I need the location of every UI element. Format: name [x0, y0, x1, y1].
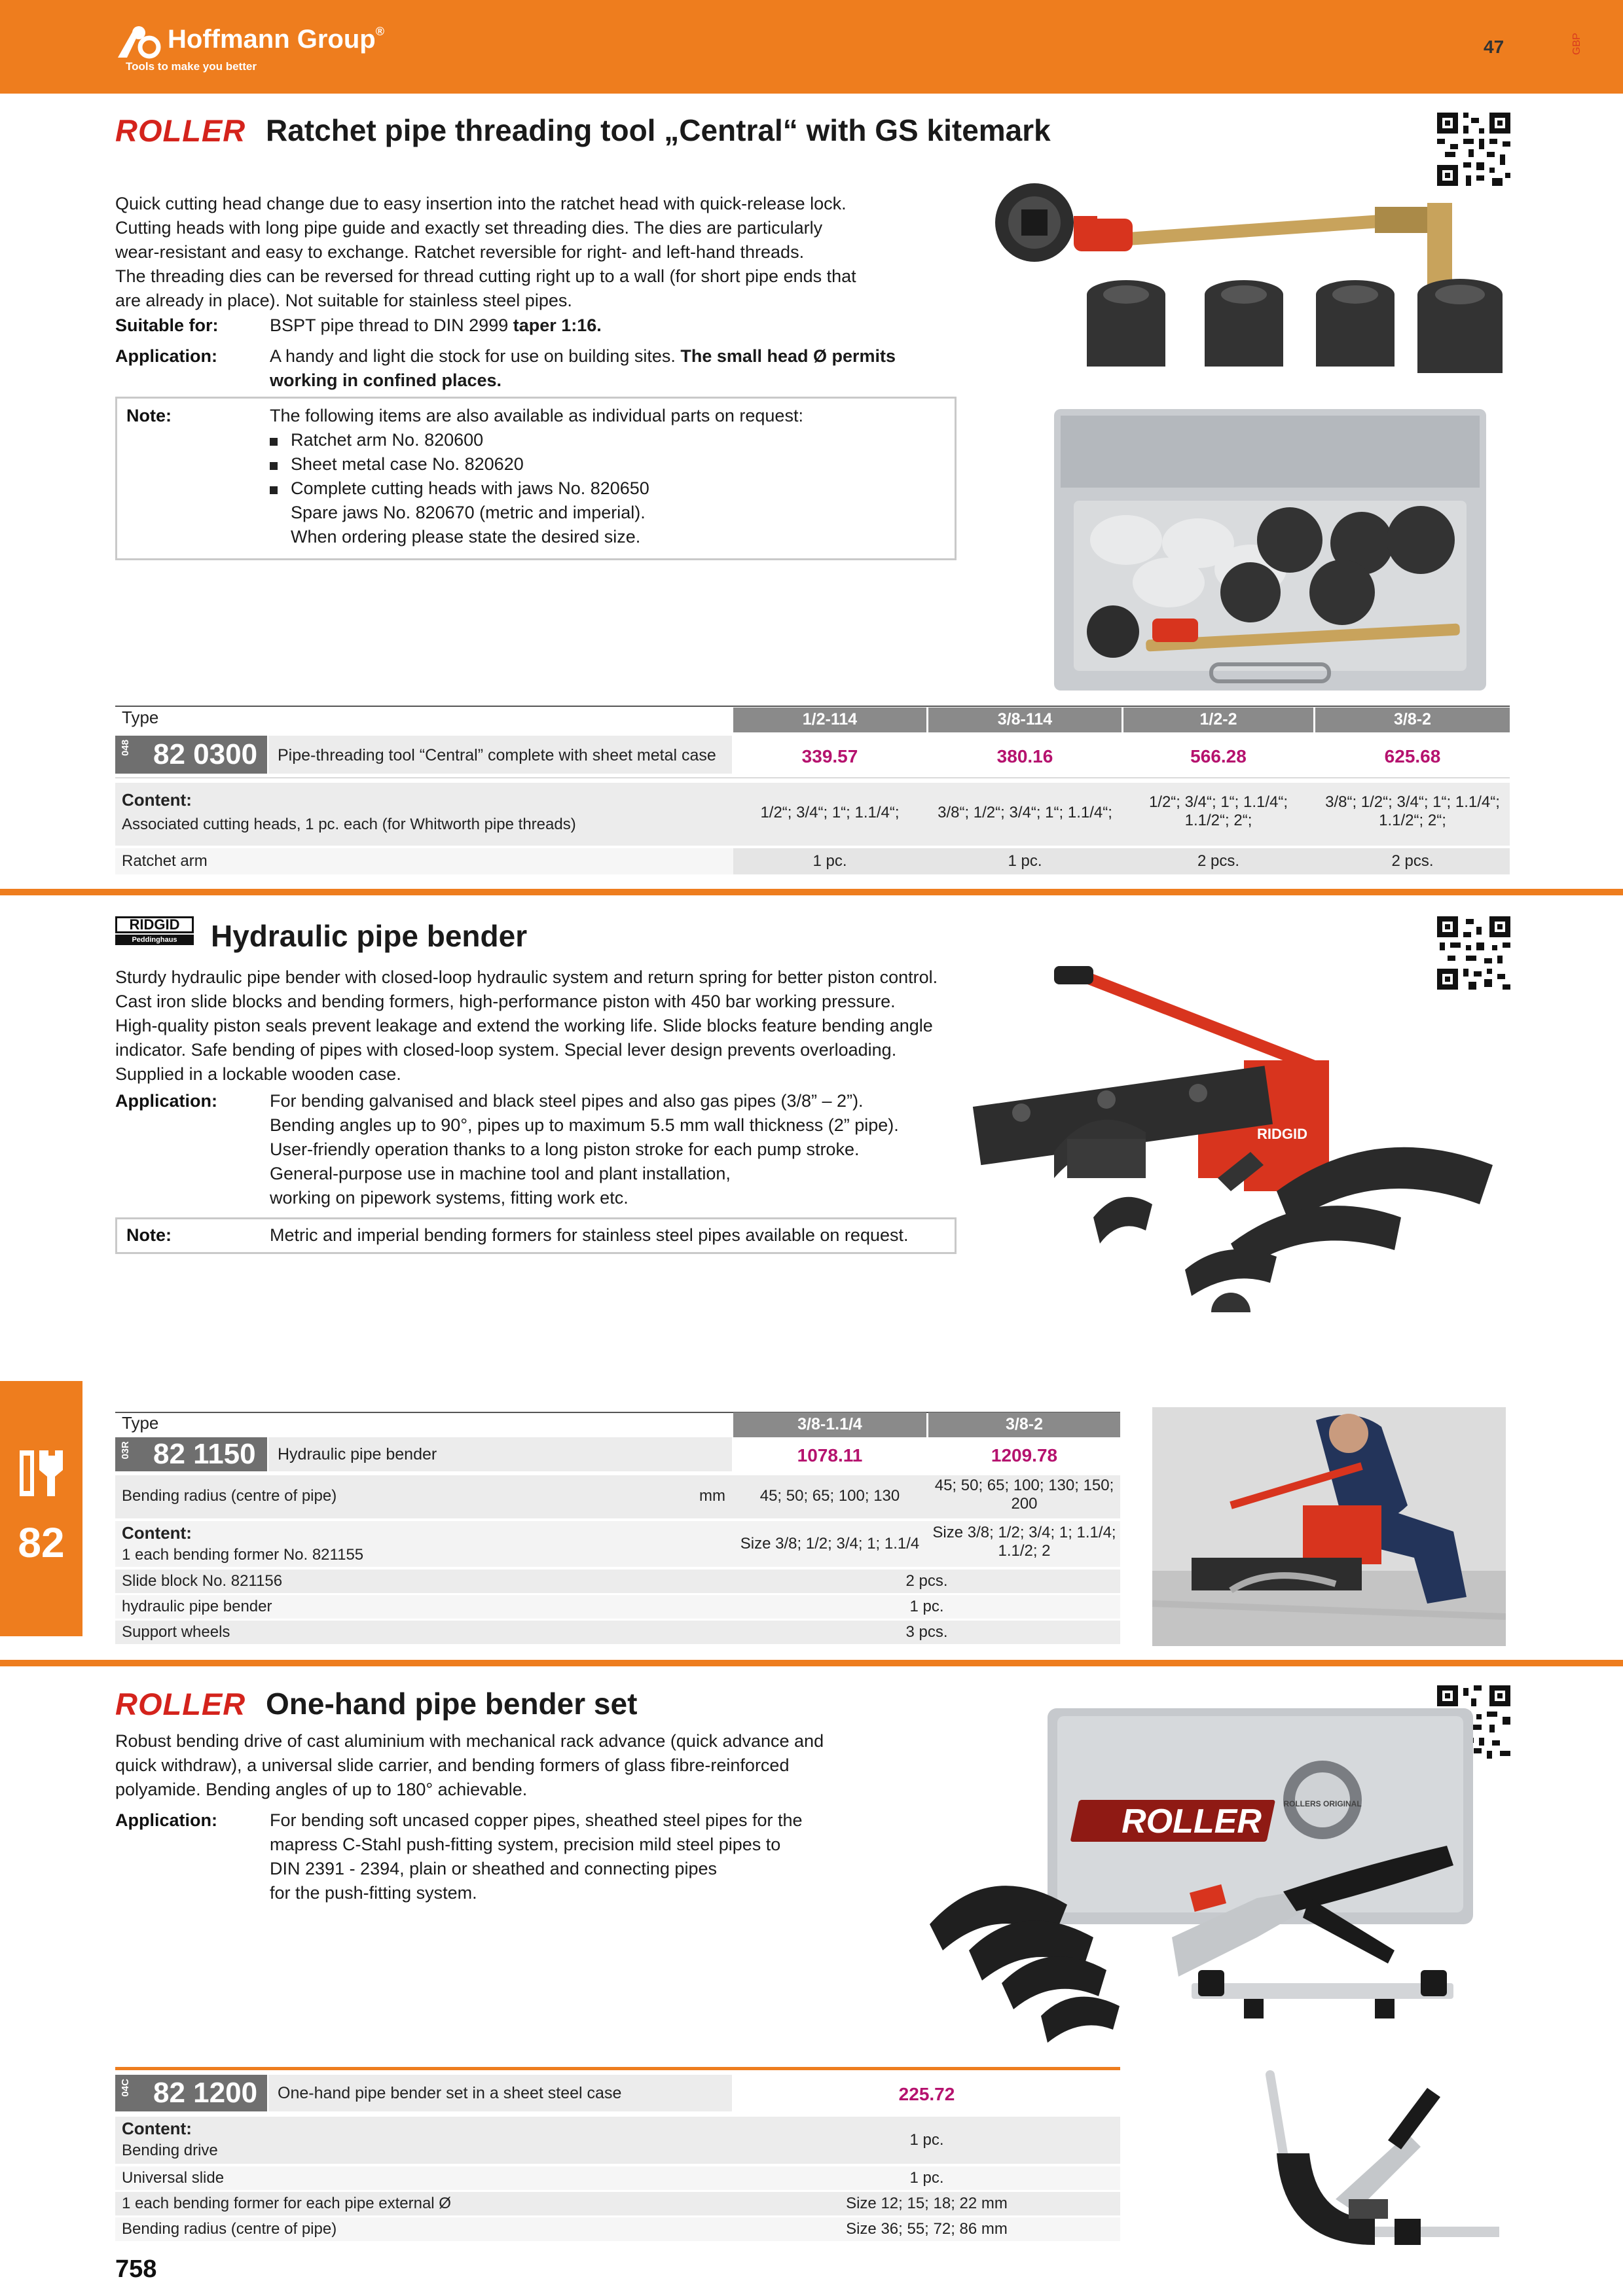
radius-value: 45; 50; 65; 100; 130; 150; 200 — [934, 1477, 1114, 1513]
application-line: for the push-fitting system. — [270, 1883, 477, 1903]
note-item: Ratchet arm No. 820600 — [270, 428, 944, 452]
section2-title: Hydraulic pipe bender — [211, 919, 528, 953]
application-line: User-friendly operation thanks to a long piston stroke for each pump stroke. — [270, 1139, 860, 1159]
desc-line: The threading dies can be reversed for thread cutting right up to a wall (for short pipe ends that — [115, 266, 856, 286]
catalog-page-number: 47 — [1484, 37, 1504, 57]
article-description: One-hand pipe bender set in a sheet steel case — [278, 2084, 622, 2102]
ratchet-value: 2 pcs. — [1197, 852, 1240, 870]
desc-line: Supplied in a lockable wooden case. — [115, 1064, 401, 1084]
note-extra: Spare jaws No. 820670 (metric and imperial). — [291, 503, 646, 522]
row-label: Slide block No. 821156 — [122, 1572, 283, 1590]
type-header: 3/8-2 — [928, 1412, 1120, 1437]
type-header: 3/8-1.1/4 — [733, 1412, 926, 1437]
note-item: Complete cutting heads with jaws No. 820650 — [270, 476, 944, 501]
sheet-metal-case-image — [1054, 409, 1486, 691]
application-label: Application: — [115, 346, 217, 366]
price: 339.57 — [801, 746, 858, 766]
price: 1078.11 — [797, 1445, 863, 1465]
ratchet-value: 1 pc. — [812, 852, 847, 870]
ridgid-logo: RIDGID Peddinghaus — [115, 916, 194, 945]
radius-label: Bending radius (centre of pipe) — [122, 1487, 337, 1505]
row-value: 1 pc. — [909, 1598, 944, 1615]
svg-text:RIDGID: RIDGID — [1257, 1126, 1307, 1142]
note-content — [270, 404, 944, 549]
desc-line: quick withdraw), a universal slide carrier, and bending formers of glass fibre-reinforced — [115, 1755, 790, 1775]
ratchet-value: 1 pc. — [1008, 852, 1042, 870]
type-label: Type — [122, 708, 159, 727]
chapter-side-tab — [0, 1381, 82, 1636]
desc-line: Quick cutting head change due to easy insertion into the ratchet head with quick-release lock. — [115, 194, 847, 213]
section-divider — [0, 889, 1623, 895]
application-line: mapress C-Stahl push-fitting system, precision mild steel pipes to — [270, 1835, 781, 1854]
footer-page-number: 758 — [115, 2255, 157, 2283]
desc-line: Cutting heads with long pipe guide and exactly set threading dies. The dies are particularly — [115, 218, 823, 238]
article-description: Pipe-threading tool “Central” complete with sheet metal case — [278, 746, 716, 764]
suitable-label: Suitable for: — [115, 315, 219, 335]
table-rule — [115, 706, 1510, 707]
row-value: Size 12; 15; 18; 22 mm — [846, 2195, 1008, 2212]
row-label: Bending radius (centre of pipe) — [122, 2220, 337, 2238]
price: 625.68 — [1384, 746, 1441, 766]
content-label: Content: — [122, 1523, 192, 1543]
section3-title: One-hand pipe bender set — [266, 1687, 638, 1721]
content-description: Associated cutting heads, 1 pc. each (for Whitworth pipe threads) — [122, 816, 576, 833]
application-line: For bending galvanised and black steel pipes and also gas pipes (3/8” – 2”). — [270, 1091, 864, 1111]
desc-line: are already in place). Not suitable for stainless steel pipes. — [115, 291, 572, 310]
row-value: Size 36; 55; 72; 86 mm — [846, 2220, 1008, 2238]
country-code: GBP — [1571, 33, 1582, 55]
section1-description — [115, 192, 999, 313]
content-label: Content: — [122, 2119, 192, 2138]
type-header: 3/8-114 — [928, 708, 1122, 732]
section-divider — [0, 1660, 1623, 1666]
section3-description — [115, 1729, 934, 1802]
row-value: 2 pcs. — [905, 1572, 948, 1590]
row-value: 1 pc. — [909, 2131, 944, 2149]
note-item: Sheet metal case No. 820620 — [270, 452, 944, 476]
content-value: 1/2“; 3/4“; 1“; 1.1/4“; 1.1/2“; 2“; — [1148, 793, 1288, 829]
roller-logo: ROLLER — [115, 113, 246, 148]
desc-line: wear-resistant and easy to exchange. Ratchet reversible for right- and left-hand threads. — [115, 242, 805, 262]
ratchet-label: Ratchet arm — [122, 852, 208, 870]
content-value: Size 3/8; 1/2; 3/4; 1; 1.1/4; 1.1/2; 2 — [932, 1524, 1116, 1560]
article-description: Hydraulic pipe bender — [278, 1445, 437, 1463]
note-intro: The following items are also available as individual parts on request: — [270, 406, 803, 425]
row-label: Support wheels — [122, 1623, 230, 1641]
note-box — [115, 397, 957, 560]
content-value: Size 3/8; 1/2; 3/4; 1; 1.1/4 — [740, 1535, 920, 1552]
article-number: 048 82 0300 — [115, 736, 267, 774]
application-text — [270, 1808, 859, 1905]
note-label: Note: — [126, 1225, 172, 1245]
pipe-bender-in-use-image — [1152, 1407, 1506, 1646]
price: 566.28 — [1190, 746, 1247, 766]
section2-description — [115, 965, 1045, 1086]
application-line: General-purpose use in machine tool and plant installation, — [270, 1164, 731, 1183]
content-description: 1 each bending former No. 821155 — [122, 1546, 364, 1564]
desc-line: High-quality piston seals prevent leakage and extend the working life. Slide blocks feature bending angle — [115, 1016, 933, 1035]
row-label: Bending drive — [122, 2142, 218, 2159]
hydraulic-pipe-bender-image — [949, 956, 1512, 1322]
qr-code-icon[interactable] — [1437, 113, 1510, 186]
note-text: Metric and imperial bending formers for stainless steel pipes available on request. — [270, 1225, 909, 1245]
pipe-tools-icon — [17, 1446, 65, 1500]
radius-unit: mm — [699, 1487, 725, 1505]
row-label: Universal slide — [122, 2169, 225, 2187]
desc-line: Robust bending drive of cast aluminium with mechanical rack advance (quick advance and — [115, 1731, 824, 1751]
note-box — [115, 1217, 957, 1254]
article-number: 04C 82 1200 — [115, 2075, 267, 2111]
bender-detail-image — [1257, 2062, 1506, 2278]
application-line: working on pipework systems, fitting work etc. — [270, 1188, 629, 1208]
row-value: 1 pc. — [909, 2169, 944, 2187]
roller-logo: ROLLER — [115, 1687, 246, 1721]
content-value: 3/8“; 1/2“; 3/4“; 1“; 1.1/4“; 1.1/2“; 2“; — [1325, 793, 1500, 829]
price: 380.16 — [996, 746, 1053, 766]
suitable-text: BSPT pipe thread to DIN 2999 taper 1:16. — [270, 315, 602, 335]
content-value: 1/2“; 3/4“; 1“; 1.1/4“; — [760, 804, 900, 821]
desc-line: Sturdy hydraulic pipe bender with closed-loop hydraulic system and return spring for better piston control. — [115, 967, 938, 987]
application-text — [270, 1089, 990, 1210]
one-hand-bender-set-image — [917, 1702, 1480, 2049]
desc-line: Cast iron slide blocks and bending formers, high-performance piston with 450 bar working pressure. — [115, 992, 896, 1011]
application-line: For bending soft uncased copper pipes, sheathed steel pipes for the — [270, 1810, 803, 1830]
application-line: Bending angles up to 90°, pipes up to maximum 5.5 mm wall thickness (2” pipe). — [270, 1115, 899, 1135]
ratchet-value: 2 pcs. — [1391, 852, 1434, 870]
radius-value: 45; 50; 65; 100; 130 — [759, 1487, 900, 1505]
brand-name: Hoffmann Group® — [168, 25, 384, 54]
content-label: Content: — [122, 790, 192, 810]
application-line: DIN 2391 - 2394, plain or sheathed and connecting pipes — [270, 1859, 717, 1878]
application-text: A handy and light die stock for use on building sites. The small head Ø permits working in confined places. — [270, 346, 896, 390]
chapter-number: 82 — [18, 1519, 65, 1566]
brand-tagline: Tools to make you better — [126, 60, 257, 73]
case-brand-text: ROLLER — [1122, 1803, 1262, 1840]
row-value: 3 pcs. — [905, 1623, 948, 1641]
application-label: Application: — [115, 1091, 217, 1111]
note-extra: When ordering please state the desired size. — [291, 527, 641, 547]
note-label: Note: — [126, 406, 172, 425]
section1-title: Ratchet pipe threading tool „Central“ with GS kitemark — [266, 113, 1051, 147]
table-rule — [115, 2067, 1120, 2070]
article-number: 03R 82 1150 — [115, 1437, 267, 1471]
type-header: 3/8-2 — [1315, 708, 1510, 732]
price: 1209.78 — [991, 1445, 1058, 1465]
price: 225.72 — [898, 2084, 955, 2104]
desc-line: indicator. Safe bending of pipes with closed-loop system. Special lever design prevents overloading. — [115, 1040, 897, 1060]
type-label: Type — [122, 1413, 159, 1433]
type-header: 1/2-2 — [1123, 708, 1313, 732]
desc-line: polyamide. Bending angles of up to 180° achievable. — [115, 1780, 528, 1799]
type-header: 1/2-114 — [733, 708, 926, 732]
row-label: hydraulic pipe bender — [122, 1598, 272, 1615]
content-value: 3/8“; 1/2“; 3/4“; 1“; 1.1/4“; — [938, 804, 1112, 821]
row-label: 1 each bending former for each pipe external Ø — [122, 2195, 451, 2212]
case-seal-text: ROLLERS ORIGINAL — [1283, 1799, 1362, 1808]
ratchet-threading-tool-image — [969, 177, 1506, 399]
application-label: Application: — [115, 1810, 217, 1830]
